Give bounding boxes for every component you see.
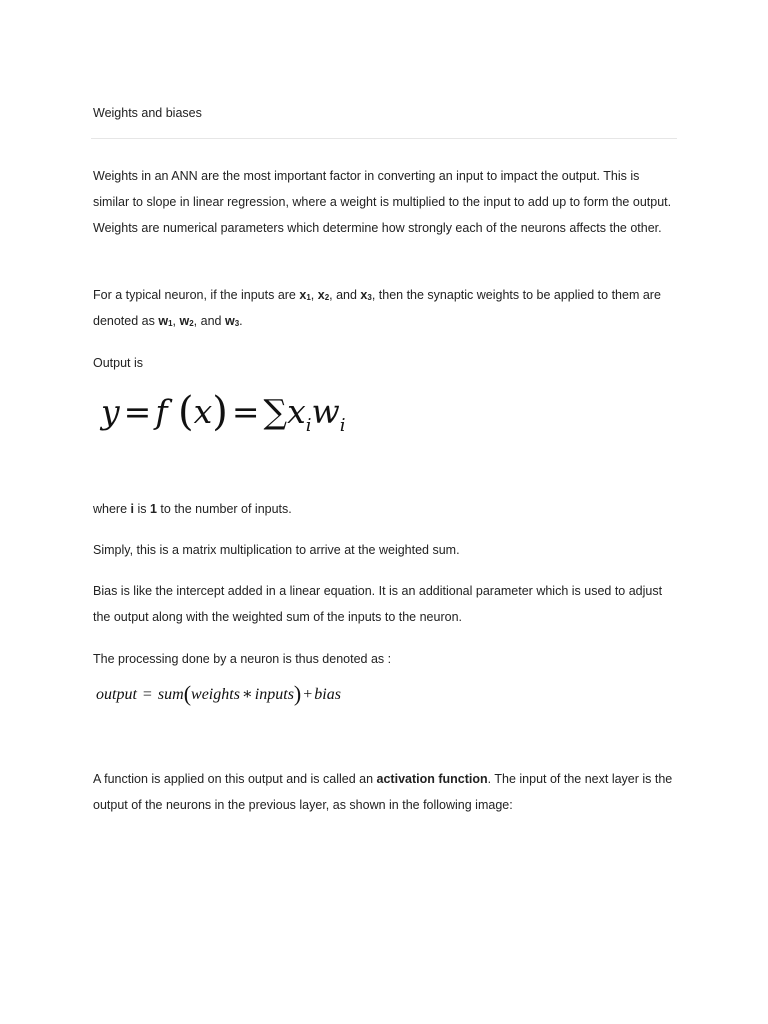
paragraph-matrix-multiplication: Simply, this is a matrix multiplication to arrive at the weighted sum. [93,543,460,557]
symbol-w2: $w_2$ [179,314,194,329]
paragraph-bias: Bias is like the intercept added in a linear equation. It is an additional parameter which is used to adjust the output along with the weighted sum of the inputs to the neuron. [93,584,663,625]
formula-neuron-output: output = sum(weights ∗ inputs) + bias [96,681,341,706]
paragraph-where-i: where i is 1 to the number of inputs. [93,502,292,516]
symbol-w1: $w_1$ [158,314,173,329]
symbol-i: i [130,502,135,516]
activation-function-term: activation function [376,772,488,786]
text-run: For a typical neuron, if the inputs are [93,288,300,302]
paragraph-activation-function: A function is applied on this output and is called an activation function. The input of the next layer is the output of the neurons in the previous layer, as shown in the following image: [93,772,673,813]
paragraph-processing: The processing done by a neuron is thus denoted as : [93,652,392,666]
formula-weighted-sum: y = f $(x) = \sum x_iw_i$ [101,389,346,436]
paragraph-output-is: Output is [93,356,144,370]
paragraph-synaptic-weights: For a typical neuron, if the inputs are $x_1$, $x_2$, and $x_3$, then the synaptic weights to be applied to them are denoted as $w_1$, $w_2$, and $w_3$. [93,288,661,329]
symbol-w3: $w_3$ [224,314,240,329]
symbol-x3: $x_3$ [360,288,372,302]
heading-divider [91,138,677,139]
symbol-x2: $x_2$ [317,288,330,302]
symbol-one: 1 [150,502,157,516]
section-heading: Weights and biases [93,106,202,120]
paragraph-weights-intro: Weights in an ANN are the most important factor in converting an input to impact the output. This is similar to slope in linear regression, where a weight is multiplied to the input to add up to form the output. Weights are numerical parameters which determine how strongly each of the neurons affects the other. [93,169,672,236]
symbol-x1: $x_1$ [299,288,311,302]
